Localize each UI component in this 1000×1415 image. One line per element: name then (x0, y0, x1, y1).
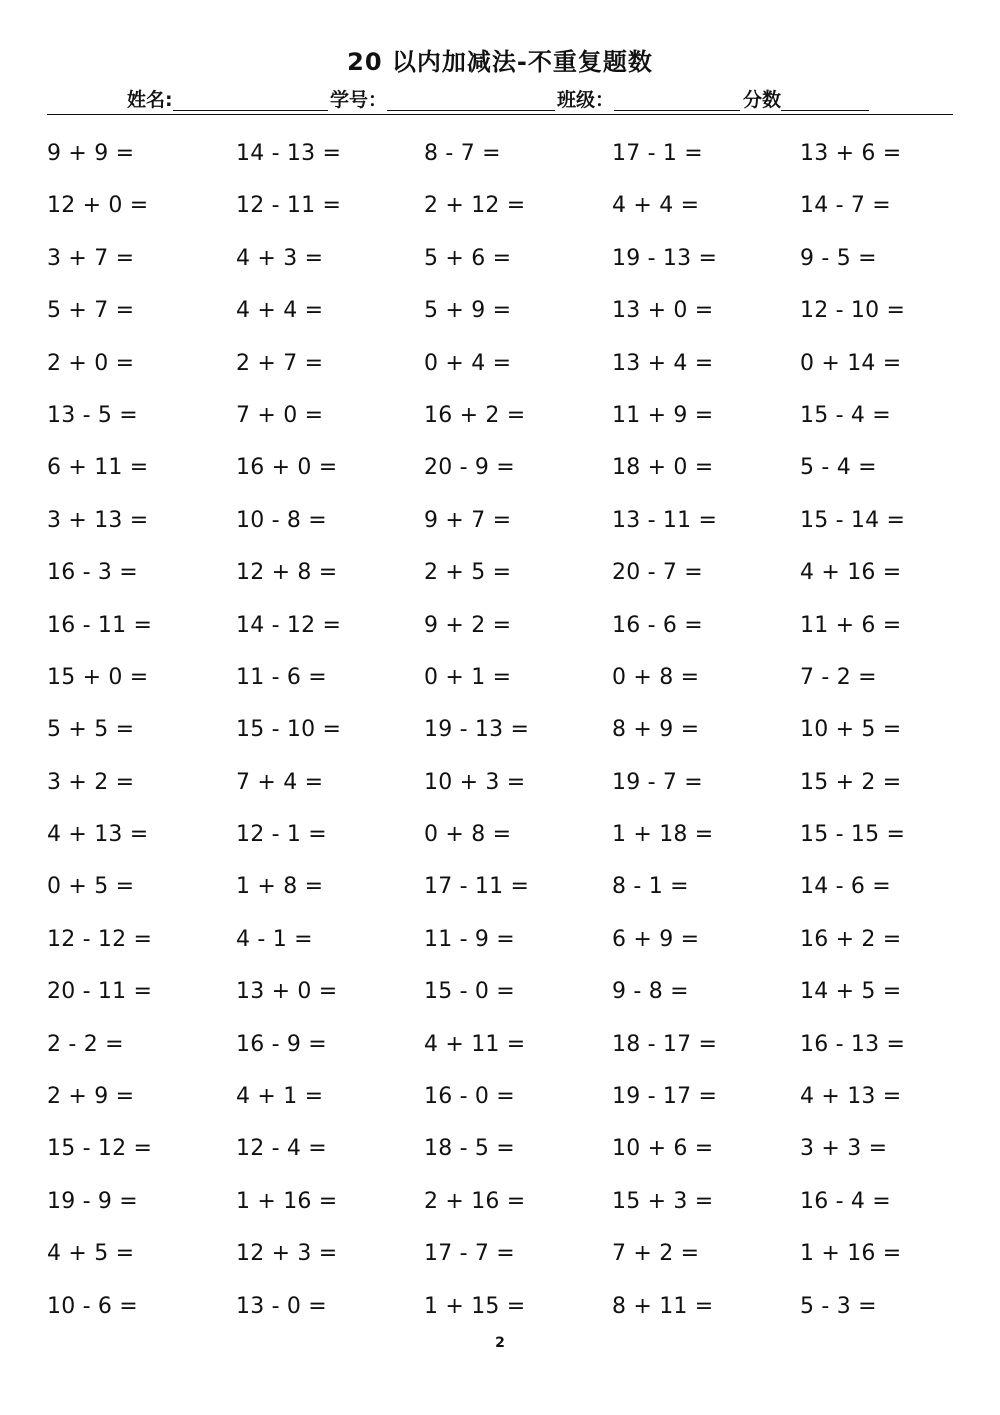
math-problem: 16 - 0 = (424, 1084, 515, 1110)
math-problem: 13 + 0 = (236, 979, 338, 1005)
math-problem: 14 - 7 = (800, 193, 891, 219)
math-problem: 6 + 9 = (612, 926, 700, 952)
problem-row (47, 547, 987, 599)
math-problem: 12 - 10 = (800, 298, 906, 324)
math-problem: 19 - 13 = (424, 717, 530, 743)
math-problem: 17 - 1 = (612, 141, 703, 166)
math-problem: 14 - 6 = (800, 874, 891, 900)
math-problem: 1 + 18 = (612, 822, 714, 848)
math-problem: 14 - 12 = (236, 612, 342, 638)
math-problem: 15 - 12 = (47, 1136, 153, 1162)
math-problem: 4 + 4 = (612, 193, 700, 219)
class-blank[interactable] (614, 88, 740, 111)
math-problem: 5 + 7 = (47, 298, 135, 324)
math-problem: 15 + 3 = (612, 1188, 714, 1214)
math-problem: 1 + 15 = (424, 1293, 526, 1319)
math-problem: 16 + 2 = (424, 402, 526, 428)
math-problem: 4 + 13 = (800, 1084, 902, 1110)
math-problem: 8 - 7 = (424, 141, 501, 166)
math-problem: 4 + 3 = (236, 245, 324, 271)
math-problem: 10 + 6 = (612, 1136, 714, 1162)
math-problem: 15 + 2 = (800, 769, 902, 795)
math-problem: 13 + 0 = (612, 298, 714, 324)
math-problem: 6 + 11 = (47, 455, 149, 481)
math-problem: 10 + 5 = (800, 717, 902, 743)
math-problem: 17 - 7 = (424, 1241, 515, 1267)
math-problem: 2 + 0 = (47, 350, 135, 376)
name-label: 姓名: (127, 89, 173, 111)
problem-row (47, 1176, 987, 1228)
math-problem: 18 + 0 = (612, 455, 714, 481)
math-problem: 5 + 5 = (47, 717, 135, 743)
math-problem: 4 + 4 = (236, 298, 324, 324)
math-problem: 19 - 13 = (612, 245, 718, 271)
math-problem: 13 - 5 = (47, 402, 138, 428)
math-problem: 2 + 16 = (424, 1188, 526, 1214)
math-problem: 0 + 8 = (612, 664, 700, 690)
math-problem: 12 - 1 = (236, 822, 327, 848)
math-problem: 20 - 11 = (47, 979, 153, 1005)
problem-row (47, 233, 987, 285)
math-problem: 2 + 5 = (424, 560, 512, 586)
math-problem: 13 - 11 = (612, 507, 718, 533)
math-problem: 5 + 6 = (424, 245, 512, 271)
math-problem: 8 + 11 = (612, 1293, 714, 1319)
math-problem: 15 + 0 = (47, 664, 149, 690)
problem-row (47, 338, 987, 390)
math-problem: 0 + 1 = (424, 664, 512, 690)
problem-row (47, 1281, 987, 1333)
math-problem: 8 + 9 = (612, 717, 700, 743)
math-problem: 12 - 4 = (236, 1136, 327, 1162)
math-problem: 9 + 2 = (424, 612, 512, 638)
math-problem: 0 + 14 = (800, 350, 902, 376)
problem-row (47, 128, 987, 180)
math-problem: 4 + 11 = (424, 1031, 526, 1057)
math-problem: 5 - 3 = (800, 1293, 877, 1319)
math-problem: 11 + 6 = (800, 612, 902, 638)
math-problem: 0 + 4 = (424, 350, 512, 376)
math-problem: 15 - 15 = (800, 822, 906, 848)
math-problem: 1 + 8 = (236, 874, 324, 900)
math-problem: 9 + 7 = (424, 507, 512, 533)
math-problem: 4 + 1 = (236, 1084, 324, 1110)
math-problem: 5 + 9 = (424, 298, 512, 324)
problem-row (47, 442, 987, 494)
problem-row (47, 966, 987, 1018)
math-problem: 10 - 8 = (236, 507, 327, 533)
math-problem: 2 + 7 = (236, 350, 324, 376)
math-problem: 3 + 2 = (47, 769, 135, 795)
math-problem: 16 - 13 = (800, 1031, 906, 1057)
math-problem: 16 - 9 = (236, 1031, 327, 1057)
problem-row (47, 757, 987, 809)
math-problem: 16 - 6 = (612, 612, 703, 638)
math-problem: 18 - 5 = (424, 1136, 515, 1162)
math-problem: 4 + 13 = (47, 822, 149, 848)
math-problem: 13 - 0 = (236, 1293, 327, 1319)
problem-grid (47, 128, 987, 1333)
math-problem: 2 + 12 = (424, 193, 526, 219)
problem-row (47, 1228, 987, 1280)
problem-row (47, 180, 987, 232)
problem-row (47, 285, 987, 337)
math-problem: 3 + 3 = (800, 1136, 888, 1162)
math-problem: 9 - 8 = (612, 979, 689, 1005)
math-problem: 11 - 6 = (236, 664, 327, 690)
math-problem: 16 + 0 = (236, 455, 338, 481)
math-problem: 9 + 9 = (47, 141, 135, 166)
math-problem: 15 - 10 = (236, 717, 342, 743)
problem-row (47, 1019, 987, 1071)
problem-row (47, 1071, 987, 1123)
math-problem: 15 - 4 = (800, 402, 891, 428)
math-problem: 0 + 8 = (424, 822, 512, 848)
math-problem: 19 - 7 = (612, 769, 703, 795)
math-problem: 16 - 4 = (800, 1188, 891, 1214)
math-problem: 1 + 16 = (800, 1241, 902, 1267)
math-problem: 2 + 9 = (47, 1084, 135, 1110)
math-problem: 11 + 9 = (612, 402, 714, 428)
score-blank[interactable] (781, 88, 869, 111)
student-id-label: 学号： (330, 89, 388, 111)
math-problem: 7 + 2 = (612, 1241, 700, 1267)
problem-row (47, 704, 987, 756)
math-problem: 5 - 4 = (800, 455, 877, 481)
score-label: 分数 (743, 89, 782, 111)
math-problem: 16 + 2 = (800, 926, 902, 952)
math-problem: 14 - 13 = (236, 141, 342, 166)
math-problem: 17 - 11 = (424, 874, 530, 900)
math-problem: 13 + 4 = (612, 350, 714, 376)
math-problem: 15 - 0 = (424, 979, 515, 1005)
math-problem: 0 + 5 = (47, 874, 135, 900)
math-problem: 20 - 9 = (424, 455, 515, 481)
problem-row (47, 809, 987, 861)
student-info-line (47, 88, 953, 115)
math-problem: 18 - 17 = (612, 1031, 718, 1057)
problem-row (47, 495, 987, 547)
name-field (127, 88, 328, 114)
problem-row (47, 390, 987, 442)
math-problem: 16 - 3 = (47, 560, 138, 586)
math-problem: 10 - 6 = (47, 1293, 138, 1319)
problem-row (47, 652, 987, 704)
problem-row (47, 914, 987, 966)
math-problem: 10 + 3 = (424, 769, 526, 795)
math-problem: 7 + 4 = (236, 769, 324, 795)
math-problem: 19 - 17 = (612, 1084, 718, 1110)
page-title: 20 以内加减法-不重复题数 (347, 48, 653, 76)
math-problem: 13 + 6 = (800, 141, 902, 166)
problem-row (47, 1123, 987, 1175)
math-problem: 1 + 16 = (236, 1188, 338, 1214)
math-problem: 12 + 8 = (236, 560, 338, 586)
problem-row (47, 861, 987, 913)
score-field (743, 88, 869, 114)
math-problem: 14 + 5 = (800, 979, 902, 1005)
student-id-blank[interactable] (387, 88, 555, 111)
student-id-field (330, 88, 555, 114)
math-problem: 15 - 14 = (800, 507, 906, 533)
math-problem: 7 + 0 = (236, 402, 324, 428)
name-blank[interactable] (173, 88, 328, 111)
math-problem: 7 - 2 = (800, 664, 877, 690)
math-problem: 12 - 11 = (236, 193, 342, 219)
math-problem: 4 - 1 = (236, 926, 313, 952)
page-number: 2 (495, 1335, 505, 1351)
math-problem: 19 - 9 = (47, 1188, 138, 1214)
math-problem: 16 - 11 = (47, 612, 153, 638)
math-problem: 3 + 7 = (47, 245, 135, 271)
math-problem: 12 + 3 = (236, 1241, 338, 1267)
math-problem: 12 - 12 = (47, 926, 153, 952)
problem-row (47, 600, 987, 652)
math-problem: 4 + 5 = (47, 1241, 135, 1267)
math-problem: 8 - 1 = (612, 874, 689, 900)
math-problem: 12 + 0 = (47, 193, 149, 219)
math-problem: 2 - 2 = (47, 1031, 124, 1057)
math-problem: 11 - 9 = (424, 926, 515, 952)
math-problem: 9 - 5 = (800, 245, 877, 271)
math-problem: 20 - 7 = (612, 560, 703, 586)
math-problem: 3 + 13 = (47, 507, 149, 533)
math-problem: 4 + 16 = (800, 560, 902, 586)
class-field (557, 88, 740, 114)
class-label: 班级： (557, 89, 615, 111)
